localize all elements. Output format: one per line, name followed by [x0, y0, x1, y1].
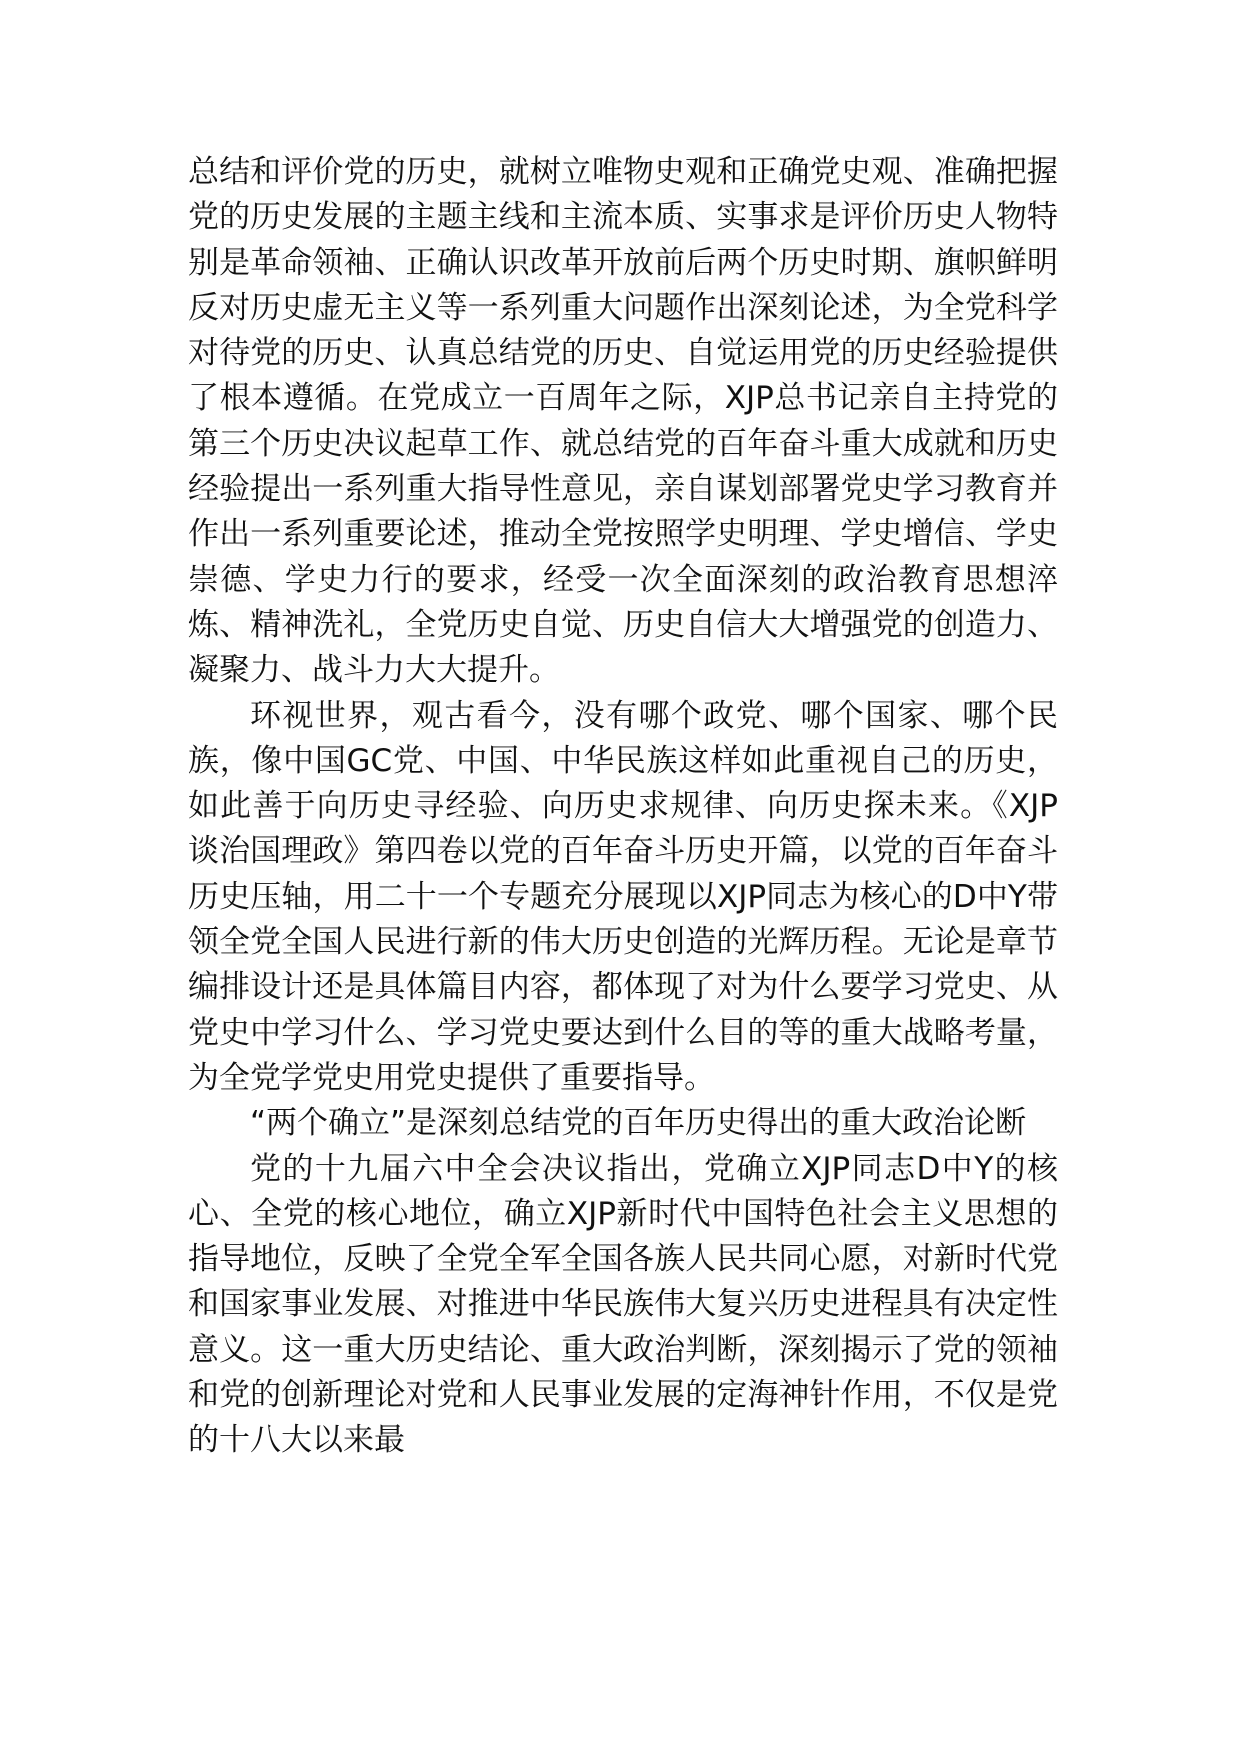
section-heading-two-establishments: “两个确立”是深刻总结党的百年历史得出的重大政治论断	[250, 1105, 1027, 1142]
paragraph-party-history-summary: 总结和评价党的历史，就树立唯物史观和正确党史观、准确把握党的历史发展的主题主线和主流本质、实事求是评价历史人物特别是革命领袖、正确认识改革开放前后两个历史时期、旗帜鲜明反对历史虚无主义等一系列重大问题作出深刻论述，为全党科学对待党的历史、认真总结党的历史、自觉运用党的历史经验提供了根本遵循。在党成立一百周年之际，XJP总书记亲自主持党的第三个历史决议起草工作、就总结党的百年奋斗重大成就和历史经验提出一系列重大指导性意见，亲自谋划部署党史学习教育并作出一系列重要论述，推动全党按照学史明理、学史增信、学史崇德、学史力行的要求，经受一次全面深刻的政治教育思想淬炼、精神洗礼，全党历史自觉、历史自信大大增强党的创造力、凝聚力、战斗力大大提升。	[188, 154, 1058, 689]
document-page	[188, 150, 1058, 1464]
paragraph-world-perspective: 环视世界，观古看今，没有哪个政党、哪个国家、哪个民族，像中国GC党、中国、中华民族这样如此重视自己的历史，如此善于向历史寻经验、向历史求规律、向历史探未来。《XJP谈治国理政》第四卷以党的百年奋斗历史开篇，以党的百年奋斗历史压轴，用二十一个专题充分展现以XJP同志为核心的D中Y带领全党全国人民进行新的伟大历史创造的光辉历程。无论是章节编排设计还是具体篇目内容，都体现了对为什么要学习党史、从党史中学习什么、学习党史要达到什么目的等的重大战略考量，为全党学党史用党史提供了重要指导。	[188, 697, 1058, 1096]
paragraph-plenary-resolution: 党的十九届六中全会决议指出，党确立XJP同志D中Y的核心、全党的核心地位，确立XJP新时代中国特色社会主义思想的指导地位，反映了全党全军全国各族人民共同心愿，对新时代党和国家事业发展、对推进中华民族伟大复兴历史进程具有决定性意义。这一重大历史结论、重大政治判断，深刻揭示了党的领袖和党的创新理论对党和人民事业发展的定海神针作用，不仅是党的十八大以来最	[188, 1150, 1058, 1459]
